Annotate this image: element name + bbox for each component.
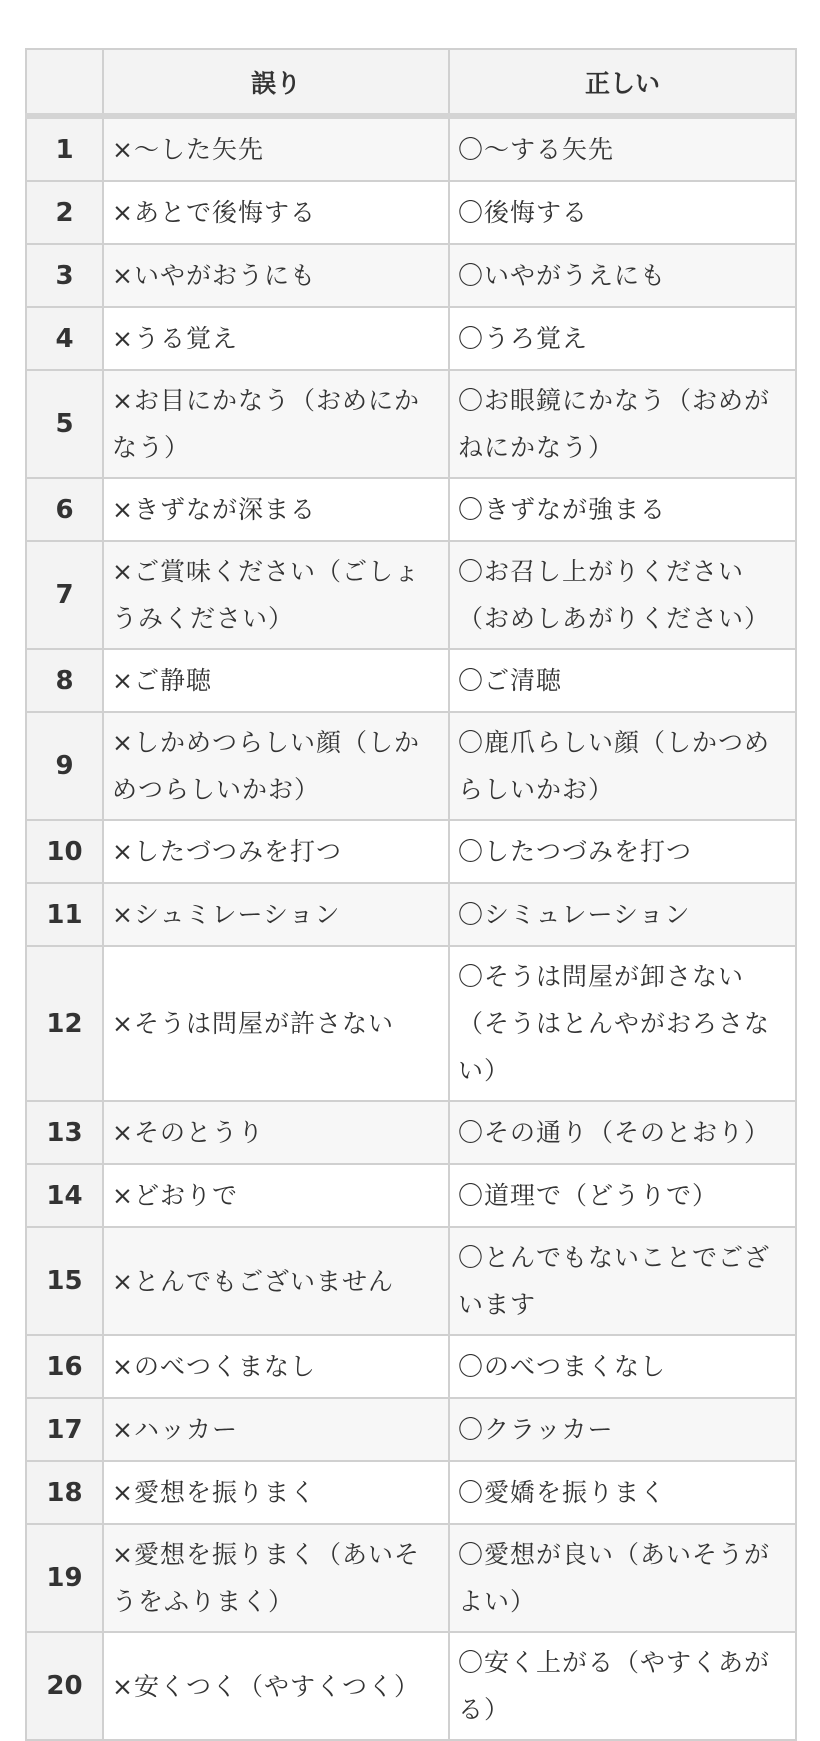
- table-row: [26, 1101, 796, 1164]
- table-row: [26, 883, 796, 946]
- table-row: [26, 181, 796, 244]
- row-number: 17: [26, 1398, 103, 1461]
- wrong-expression: ×あとで後悔する: [103, 181, 449, 244]
- wrong-expression: ×愛想を振りまく: [103, 1461, 449, 1524]
- correct-expression: 〇のべつまくなし: [449, 1335, 796, 1398]
- wrong-expression: ×そうは問屋が許さない: [103, 946, 449, 1101]
- header-number: [26, 49, 103, 116]
- correct-expression: 〇シミュレーション: [449, 883, 796, 946]
- table-row: [26, 1398, 796, 1461]
- correct-expression: 〇とんでもないことでございます: [449, 1227, 796, 1335]
- table-row: [26, 116, 796, 181]
- correct-expression: 〇その通り（そのとおり）: [449, 1101, 796, 1164]
- correct-expression: 〇お召し上がりください（おめしあがりください）: [449, 541, 796, 649]
- row-number: 15: [26, 1227, 103, 1335]
- wrong-expression: ×〜した矢先: [103, 116, 449, 181]
- wrong-expression: ×愛想を振りまく（あいそうをふりまく）: [103, 1524, 449, 1632]
- wrong-expression: ×きずなが深まる: [103, 478, 449, 541]
- row-number: 2: [26, 181, 103, 244]
- header-right: 正しい: [449, 49, 796, 116]
- wrong-expression: ×そのとうり: [103, 1101, 449, 1164]
- row-number: 9: [26, 712, 103, 820]
- table-row: [26, 820, 796, 883]
- correct-expression: 〇したつづみを打つ: [449, 820, 796, 883]
- correct-expression: 〇お眼鏡にかなう（おめがねにかなう）: [449, 370, 796, 478]
- row-number: 6: [26, 478, 103, 541]
- table-row: [26, 370, 796, 478]
- table-row: [26, 1632, 796, 1740]
- correct-expression: 〇安く上がる（やすくあがる）: [449, 1632, 796, 1740]
- wrong-expression: ×安くつく（やすくつく）: [103, 1632, 449, 1740]
- table-row: [26, 541, 796, 649]
- wrong-expression: ×のべつくまなし: [103, 1335, 449, 1398]
- correct-expression: 〇クラッカー: [449, 1398, 796, 1461]
- wrong-expression: ×お目にかなう（おめにかなう）: [103, 370, 449, 478]
- row-number: 7: [26, 541, 103, 649]
- row-number: 8: [26, 649, 103, 712]
- row-number: 5: [26, 370, 103, 478]
- correct-expression: 〇〜する矢先: [449, 116, 796, 181]
- table-row: [26, 307, 796, 370]
- row-number: 3: [26, 244, 103, 307]
- table-row: [26, 712, 796, 820]
- correct-expression: 〇いやがうえにも: [449, 244, 796, 307]
- correct-expression: 〇そうは問屋が卸さない（そうはとんやがおろさない）: [449, 946, 796, 1101]
- correct-expression: 〇後悔する: [449, 181, 796, 244]
- wrong-expression: ×とんでもございません: [103, 1227, 449, 1335]
- row-number: 18: [26, 1461, 103, 1524]
- wrong-expression: ×うる覚え: [103, 307, 449, 370]
- row-number: 11: [26, 883, 103, 946]
- comparison-table: [25, 48, 797, 1741]
- row-number: 4: [26, 307, 103, 370]
- table-row: [26, 649, 796, 712]
- row-number: 13: [26, 1101, 103, 1164]
- correct-expression: 〇鹿爪らしい顔（しかつめらしいかお）: [449, 712, 796, 820]
- table-row: [26, 244, 796, 307]
- table-row: [26, 1164, 796, 1227]
- row-number: 20: [26, 1632, 103, 1740]
- wrong-expression: ×ご静聴: [103, 649, 449, 712]
- wrong-expression: ×ご賞味ください（ごしょうみください）: [103, 541, 449, 649]
- wrong-expression: ×したづつみを打つ: [103, 820, 449, 883]
- table-row: [26, 1461, 796, 1524]
- row-number: 1: [26, 116, 103, 181]
- row-number: 12: [26, 946, 103, 1101]
- wrong-expression: ×シュミレーション: [103, 883, 449, 946]
- wrong-expression: ×どおりで: [103, 1164, 449, 1227]
- correct-expression: 〇きずなが強まる: [449, 478, 796, 541]
- correct-expression: 〇うろ覚え: [449, 307, 796, 370]
- header-wrong: 誤り: [103, 49, 449, 116]
- table-header-row: [26, 49, 796, 116]
- wrong-expression: ×いやがおうにも: [103, 244, 449, 307]
- wrong-expression: ×しかめつらしい顔（しかめつらしいかお）: [103, 712, 449, 820]
- table-row: [26, 1227, 796, 1335]
- row-number: 19: [26, 1524, 103, 1632]
- row-number: 10: [26, 820, 103, 883]
- table-row: [26, 1524, 796, 1632]
- wrong-expression: ×ハッカー: [103, 1398, 449, 1461]
- comparison-table-wrapper: [25, 48, 795, 1741]
- table-row: [26, 946, 796, 1101]
- correct-expression: 〇ご清聴: [449, 649, 796, 712]
- correct-expression: 〇道理で（どうりで）: [449, 1164, 796, 1227]
- row-number: 14: [26, 1164, 103, 1227]
- table-row: [26, 478, 796, 541]
- correct-expression: 〇愛想が良い（あいそうがよい）: [449, 1524, 796, 1632]
- correct-expression: 〇愛嬌を振りまく: [449, 1461, 796, 1524]
- row-number: 16: [26, 1335, 103, 1398]
- table-row: [26, 1335, 796, 1398]
